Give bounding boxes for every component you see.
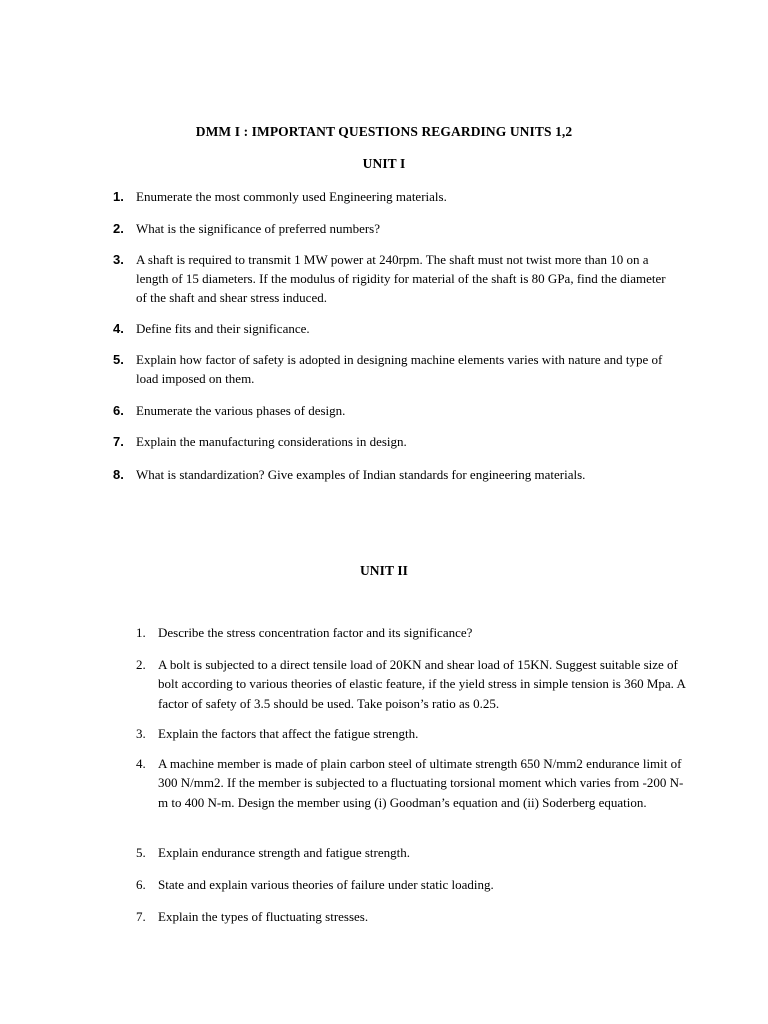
question-number: 4. bbox=[113, 321, 124, 336]
question-number: 4. bbox=[136, 756, 146, 771]
question-number: 8. bbox=[113, 467, 124, 482]
question-text: Enumerate the most commonly used Engineering materials. bbox=[136, 189, 447, 204]
question-number: 2. bbox=[113, 221, 124, 236]
question-text: Describe the stress concentration factor and its significance? bbox=[158, 625, 473, 640]
question-text: Explain the types of fluctuating stresses. bbox=[158, 909, 369, 924]
question-number: 1. bbox=[136, 625, 146, 640]
question-number: 7. bbox=[113, 434, 124, 449]
question-text: A bolt is subjected to a direct tensile load of 20KN and shear load of 15KN. Suggest suitable size of bolt according to various theories of elastic feature, if the yield stress in simple tension is 360 Mpa. A factor of safety of 3.5 should be used. Take poison’s ratio as 0.25. bbox=[158, 657, 686, 711]
question-number: 3. bbox=[113, 252, 124, 267]
question-number: 3. bbox=[136, 726, 146, 741]
question-number: 6. bbox=[136, 877, 146, 892]
document-title: DMM I : IMPORTANT QUESTIONS REGARDING UNITS 1,2 bbox=[195, 124, 573, 139]
unit2-heading: UNIT II bbox=[359, 563, 409, 578]
question-text: Explain endurance strength and fatigue strength. bbox=[158, 845, 410, 860]
question-text: A machine member is made of plain carbon steel of ultimate strength 650 N/mm2 endurance limit of 300 N/mm2. If the member is subjected to a fluctuating torsional moment which varies from -200 N-m to 400 N-m. Design the member using (i) Goodman’s equation and (ii) Soderberg equation. bbox=[158, 756, 684, 810]
question-number: 1. bbox=[113, 189, 124, 204]
question-text: A shaft is required to transmit 1 MW power at 240rpm. The shaft must not twist more than 10 on a length of 15 diameters. If the modulus of rigidity for material of the shaft is 80 GPa, find the diameter of the shaft and shear stress induced. bbox=[136, 252, 666, 305]
question-text: State and explain various theories of failure under static loading. bbox=[158, 877, 494, 892]
question-number: 5. bbox=[136, 845, 146, 860]
question-number: 7. bbox=[136, 909, 146, 924]
question-number: 5. bbox=[113, 352, 124, 367]
unit1-heading: UNIT I bbox=[362, 156, 406, 171]
question-text: Explain the factors that affect the fatigue strength. bbox=[158, 726, 419, 741]
question-text: What is standardization? Give examples of Indian standards for engineering materials. bbox=[136, 467, 586, 482]
question-number: 6. bbox=[113, 403, 124, 418]
question-text: Explain how factor of safety is adopted in designing machine elements varies with nature and type of load imposed on them. bbox=[136, 352, 663, 386]
question-text: Explain the manufacturing considerations in design. bbox=[136, 434, 407, 449]
question-number: 2. bbox=[136, 657, 146, 672]
question-text: Enumerate the various phases of design. bbox=[136, 403, 346, 418]
question-text: Define fits and their significance. bbox=[136, 321, 310, 336]
question-text: What is the significance of preferred numbers? bbox=[136, 221, 381, 236]
